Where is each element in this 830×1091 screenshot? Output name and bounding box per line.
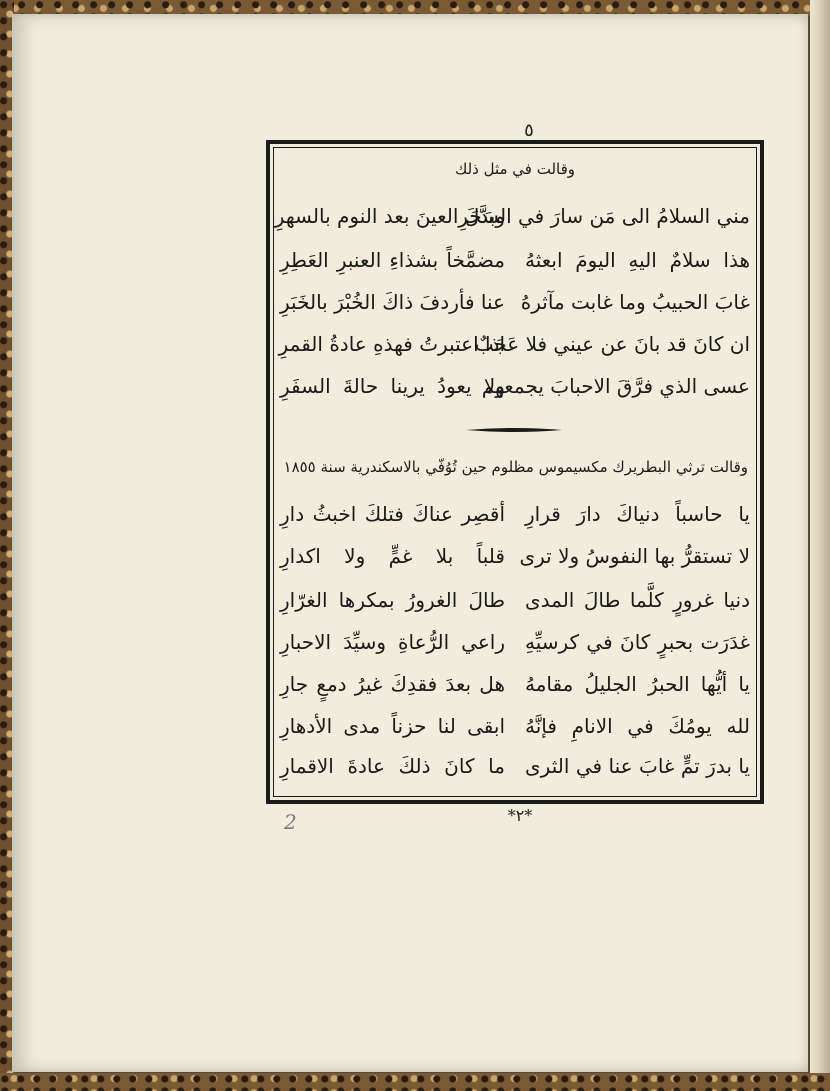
- verse-first-hemistich: يا حاسباً دنياكَ دارَ قرارِ: [525, 502, 750, 526]
- verse-row: [280, 536, 750, 576]
- signature-mark: *٢*: [507, 806, 533, 825]
- verse-second-hemistich: ما كانَ ذلكَ عادةَ الاقمارِ: [280, 754, 505, 778]
- verse-first-hemistich: مني السلامُ الى مَن سارَ في السَحَرِ: [458, 204, 750, 228]
- verse-row: [280, 240, 750, 280]
- section-divider-ornament: [466, 427, 562, 433]
- book-cover-bottom: [0, 1073, 830, 1091]
- verse-first-hemistich: يا أيُّها الحبرُ الجليلُ مقامهُ: [525, 672, 750, 696]
- page-number: ٥: [524, 120, 534, 141]
- verse-row: [280, 664, 750, 704]
- verse-second-hemistich: راعي الرُّعاةِ وسيِّدَ الاحبارِ: [280, 630, 505, 654]
- verse-second-hemistich: ولا يعودُ يرينا حالةَ السفَرِ: [280, 374, 505, 398]
- verse-row: [280, 494, 750, 534]
- pencil-page-note: 2: [284, 810, 297, 834]
- verse-first-hemistich: يا بدرَ تمٍّ غابَ عنا في الثرى: [525, 754, 750, 778]
- verse-row: [280, 366, 750, 406]
- verse-second-hemistich: هل بعدَ فقدِكَ غيرُ دمعٍ جارِ: [280, 672, 505, 696]
- verse-first-hemistich: لله يومُكَ في الانامِ فإنَّهُ: [525, 714, 750, 738]
- verse-second-hemistich: وبدَّلَ العينَ بعد النوم بالسهرِ: [274, 204, 505, 228]
- verse-second-hemistich: طالَ الغرورُ بمكرها الغرّارِ: [280, 588, 505, 612]
- verse-second-hemistich: اذا اعتبرتُ فهذهِ عادةُ القمرِ: [278, 332, 505, 356]
- book-edge-right: [810, 0, 830, 1091]
- verse-second-hemistich: قلباً بلا غمٍّ ولا اكدارِ: [280, 544, 505, 568]
- verse-row: [280, 324, 750, 364]
- verse-row: [280, 580, 750, 620]
- poem-heading: وقالت في مثل ذلك: [454, 160, 576, 178]
- verse-first-hemistich: عسى الذي فرَّقَ الاحبابَ يجمعهم: [481, 374, 750, 398]
- verse-first-hemistich: دنيا غرورٍ كلَّما طالَ المدى: [525, 588, 750, 612]
- verse-second-hemistich: عنا فأردفَ ذاكَ الخُبْرَ بالخَبَرِ: [280, 290, 505, 314]
- poem-heading: وقالت ترثي البطريرك مكسيموس مظلوم حين تُوُفّي بالاسكندرية سنة ١٨٥٥: [283, 458, 748, 476]
- verse-row: [280, 706, 750, 746]
- verse-first-hemistich: ان كانَ قد بانَ عن عيني فلا عَجَبٌ: [474, 332, 750, 356]
- verse-row: [280, 282, 750, 322]
- verse-row: [280, 746, 750, 786]
- verse-second-hemistich: مضمَّخاً بشذاءِ العنبرِ العَطِرِ: [280, 248, 505, 272]
- text-frame: [266, 140, 764, 804]
- verse-second-hemistich: ابقى لنا حزناً مدى الأدهارِ: [280, 714, 505, 738]
- verse-second-hemistich: أقصِر عناكَ فتلكَ اخبثُ دارِ: [280, 502, 505, 526]
- verse-first-hemistich: لا تستقرُّ بها النفوسُ ولا ترى: [519, 544, 750, 568]
- verse-row: [274, 196, 750, 236]
- verse-first-hemistich: غدَرَت بحبرٍ كانَ في كرسيِّهِ: [525, 630, 750, 654]
- verse-first-hemistich: غابَ الحبيبُ وما غابت مآثرهُ: [520, 290, 750, 314]
- verse-first-hemistich: هذا سلامٌ اليهِ اليومَ ابعثهُ: [525, 248, 750, 272]
- verse-row: [280, 622, 750, 662]
